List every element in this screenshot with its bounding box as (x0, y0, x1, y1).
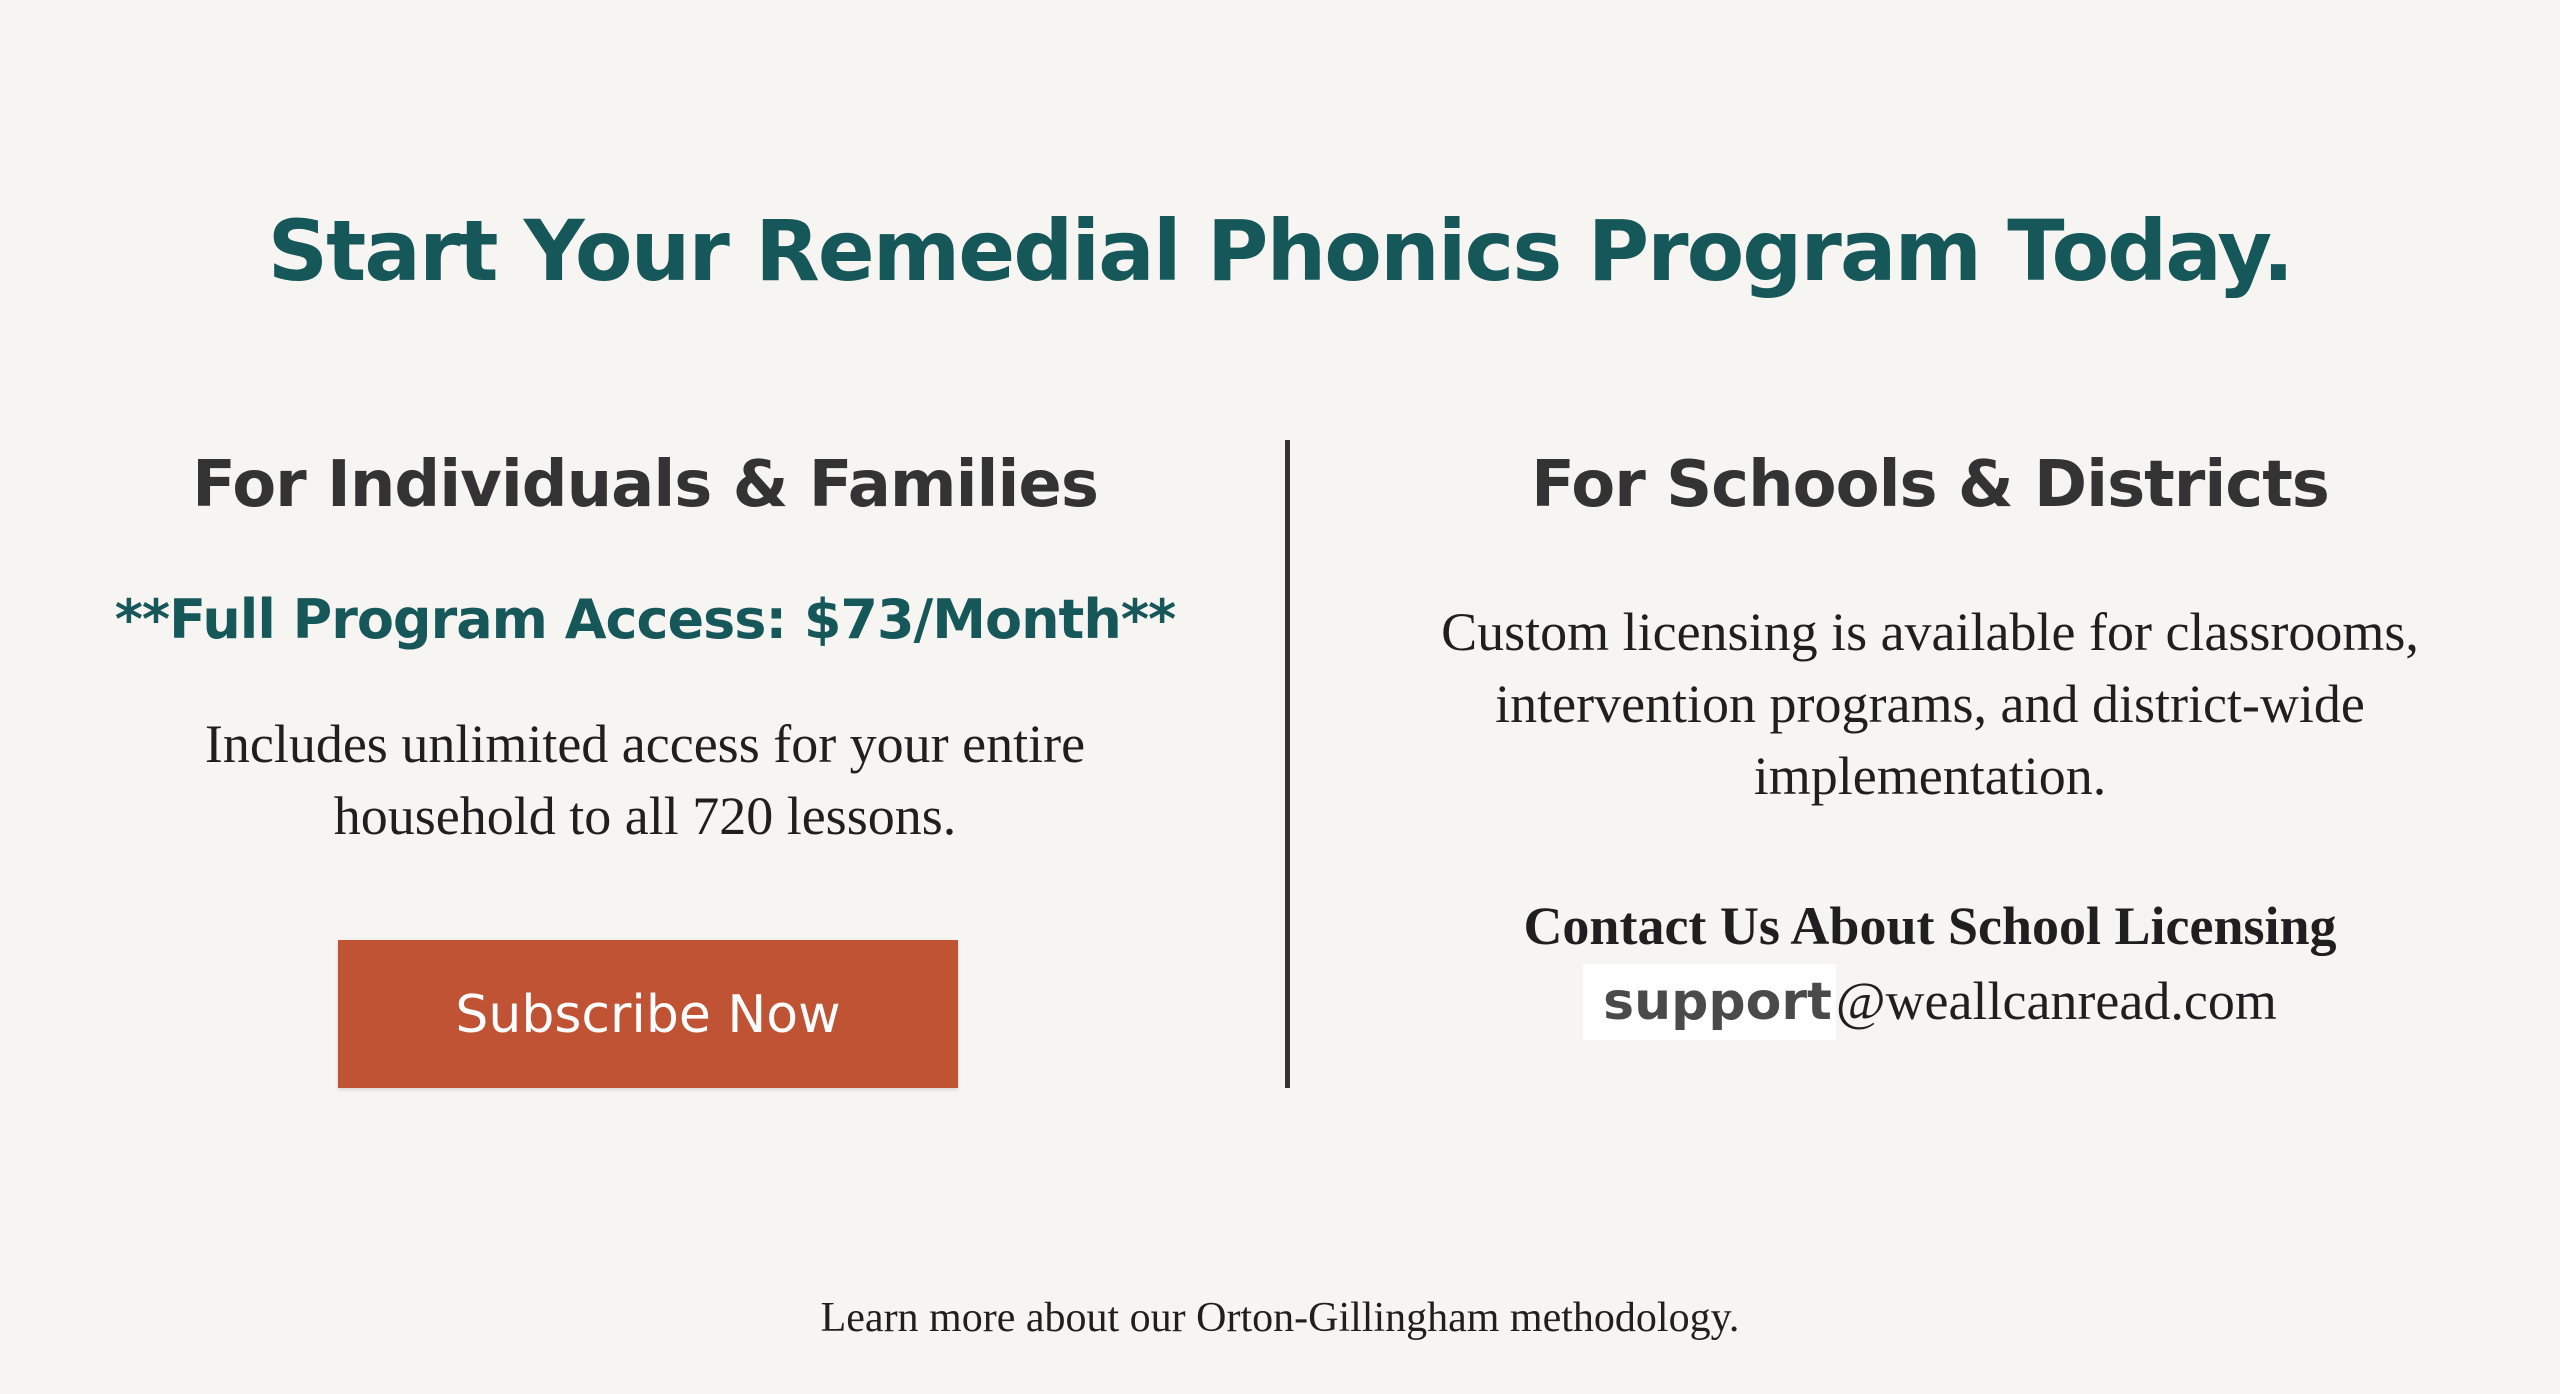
email-domain: @weallcanread.com (1835, 971, 2277, 1031)
contact-block (1360, 890, 2500, 1040)
contact-heading: Contact Us About School Licensing (1523, 896, 2337, 956)
individuals-section (80, 440, 1210, 852)
subscribe-now-button[interactable]: Subscribe Now (338, 940, 958, 1088)
schools-heading: For Schools & Districts (1531, 448, 2329, 522)
email-local-part: support (1583, 964, 1836, 1040)
schools-description: Custom licensing is available for classrooms, intervention programs, and district-wide implementation. (1441, 602, 2419, 806)
price-line: **Full Program Access: $73/Month** (114, 588, 1176, 651)
page-title: Start Your Remedial Phonics Program Today. (267, 202, 2293, 301)
methodology-link[interactable]: Learn more about our Orton-Gillingham methodology. (820, 1295, 1740, 1341)
individuals-heading: For Individuals & Families (192, 448, 1098, 522)
schools-section (1360, 440, 2500, 812)
contact-email-link[interactable] (1360, 962, 2500, 1040)
column-divider (1285, 440, 1290, 1088)
individuals-description: Includes unlimited access for your entire household to all 720 lessons. (204, 714, 1086, 846)
